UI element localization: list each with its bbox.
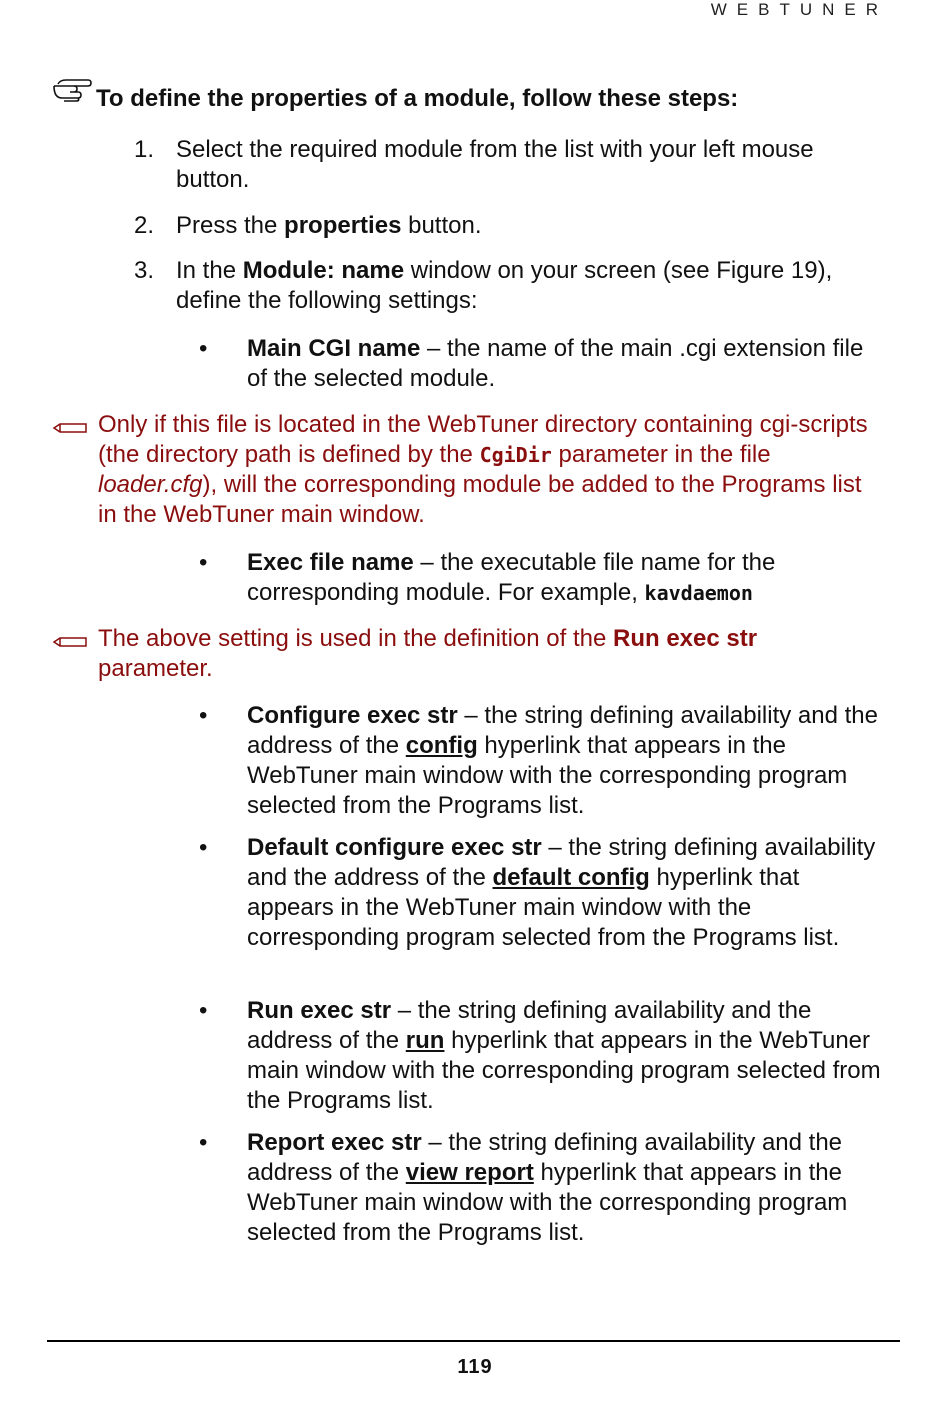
bullet-report-exec-str: • Report exec str – the string defining availability and the address of the view report hyperlink that appears in the WebTuner main window with the corresponding program selected from the Programs list. <box>199 1129 848 1246</box>
step-3 <box>128 256 898 316</box>
step-1 <box>128 135 888 195</box>
footer-divider <box>47 1340 900 1342</box>
step-text: In the Module: name window on your screen (see Figure 19), define the following settings: <box>176 257 833 314</box>
bullet-dot: • <box>199 335 208 362</box>
bullet-run-exec-str: • Run exec str – the string defining availability and the address of the run hyperlink that appears in the WebTuner main window with the corresponding program selected from the Programs list. <box>199 997 881 1114</box>
note-run-exec-str: The above setting is used in the definition of the Run exec str parameter. <box>52 624 872 684</box>
bullet-default-configure-exec-str: • Default configure exec str – the string defining availability and the address of the default config hyperlink that appears in the WebTuner main window with the corresponding program selected from the Programs list. <box>199 834 876 951</box>
bullet-exec-file-name: • Exec file name – the executable file name for the corresponding module. For example, kavdaemon <box>199 549 776 606</box>
bullet-dot: • <box>199 702 208 729</box>
note-cgi-directory: Only if this file is located in the WebTuner directory containing cgi-scripts (the directory path is defined by the CgiDir parameter in the file loader.cfg), will the corresponding module be added to the Programs list in the WebTuner main window. <box>52 410 872 530</box>
cgidir-code: CgiDir <box>479 443 552 467</box>
bullet-configure-exec-str: • Configure exec str – the string defining availability and the address of the config hyperlink that appears in the WebTuner main window with the corresponding program selected from the Programs list. <box>199 702 879 819</box>
pencil-icon <box>52 412 88 442</box>
heading-text: To define the properties of a module, follow these steps: <box>96 85 739 112</box>
run-exec-str-term: Run exec str <box>613 625 758 652</box>
view-report-link[interactable]: view report <box>405 1159 534 1186</box>
module-name-term: Module: name <box>242 257 405 284</box>
bullet-dot: • <box>199 997 208 1024</box>
pointing-hand-icon <box>52 76 96 110</box>
step-text: Press the properties button. <box>176 212 482 239</box>
bullet-main-cgi-name: • Main CGI name – the name of the main .cgi extension file of the selected module. <box>199 335 864 392</box>
step-2 <box>128 211 888 241</box>
default-config-link[interactable]: default config <box>492 864 650 891</box>
properties-term: properties <box>284 212 402 239</box>
run-link[interactable]: run <box>405 1027 445 1054</box>
step-number: 1. <box>133 136 154 163</box>
procedure-heading <box>52 84 912 114</box>
loader-cfg-filename: loader.cfg <box>98 471 203 498</box>
bullet-dot: • <box>199 834 208 861</box>
step-number: 3. <box>133 257 154 284</box>
config-link[interactable]: config <box>405 732 478 759</box>
page-number: 119 <box>457 1356 493 1378</box>
step-number: 2. <box>133 212 154 239</box>
kavdaemon-code: kavdaemon <box>644 581 753 605</box>
bullet-dot: • <box>199 1129 208 1156</box>
step-text: Select the required module from the list with your left mouse button. <box>176 136 814 193</box>
pencil-icon <box>52 626 88 656</box>
running-header: WEBTUNER <box>710 0 888 19</box>
bullet-dot: • <box>199 549 208 576</box>
